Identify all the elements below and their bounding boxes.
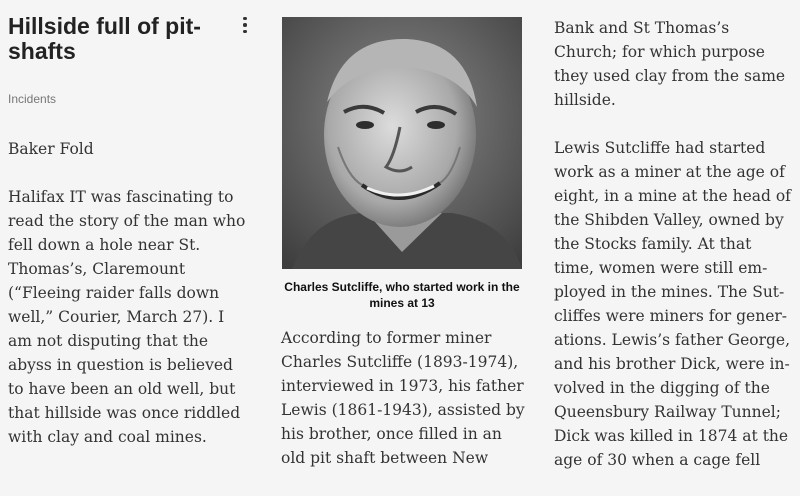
article-paragraph: Halifax IT was fascinating to read the story of the man who fell down a hole near St. Thomas’s, Claremount (“Fleeing raider falls down well,” Courier, March 27). I am not disputing that the abyss in question is believed to have been an old well, but that hillside was once riddled with clay and coal mines. <box>8 188 246 446</box>
section-label: Incidents <box>8 92 57 106</box>
photo-caption: Charles Sutcliffe, who started work in the mines at 13 <box>284 280 520 310</box>
article-column-3 <box>554 16 794 496</box>
portrait-image <box>282 17 522 269</box>
article-subheading: Baker Fold <box>8 140 94 158</box>
article-column-2 <box>281 326 526 494</box>
article-paragraph: According to former miner Charles Sutcliffe (1893-1974), interviewed in 1973, his father Lewis (1861-1943), assisted by his brother, once filled in an old pit shaft between New <box>281 329 525 467</box>
article-column-1 <box>8 137 246 473</box>
article-title: Hillside full of pit-shafts <box>8 13 201 64</box>
article-paragraph: Lewis Sutcliffe had started work as a miner at the age of eight, in a mine at the head of the Shibden Valley, owned by the Stocks family. At that time, women were still em-ployed in the mines. The Sut-cliffes were miners for gener-ations. Lewis’s father George, and his brother Dick, were in-volved in the digging of the Queensbury Railway Tunnel; Dick was killed in 1874 at the age of 30 when a cage fell <box>554 139 791 469</box>
article-paragraph: Bank and St Thomas’s Church; for which purpose they used clay from the same hillside. <box>554 19 786 109</box>
portrait-photo <box>282 17 522 269</box>
more-options-icon[interactable] <box>236 12 254 38</box>
